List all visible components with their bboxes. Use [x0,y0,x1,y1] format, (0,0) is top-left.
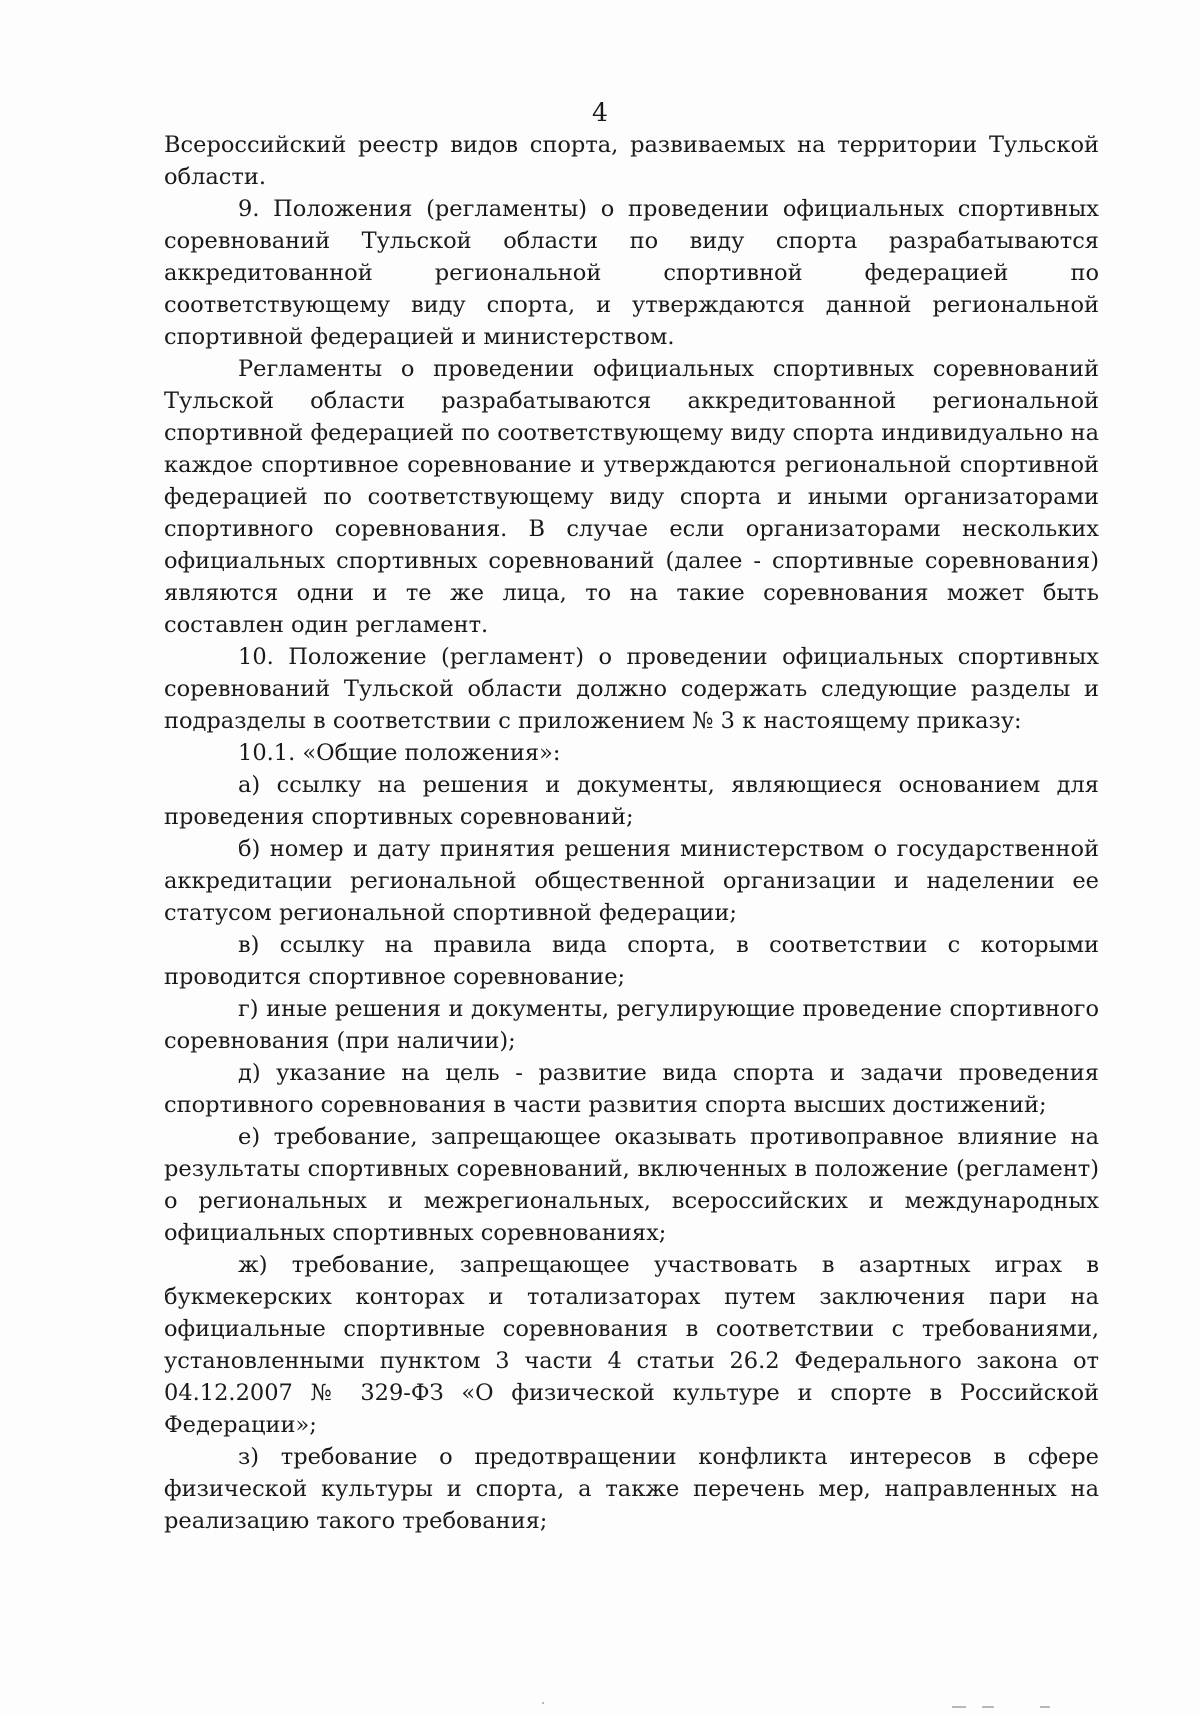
paragraph-item-10: 10. Положение (регламент) о проведении официальных спортивных соревнований Тульской области должно содержать следующие разделы и подразделы в соответствии с приложением № 3 к настоящему приказу: [164,644,1099,734]
paragraph-item-9: 9. Положения (регламенты) о проведении официальных спортивных соревнований Тульской области по виду спорта разрабатываются аккредитованной региональной спортивной федерацией по соответствующему виду спорта, и утверждаются данной региональной спортивной федерацией и министерством. [164,196,1099,350]
paragraph-continuation: Всероссийский реестр видов спорта, развиваемых на территории Тульской области. [164,132,1099,190]
paragraph-item-10-1: 10.1. «Общие положения»: [238,740,561,766]
scan-artifact [542,1702,544,1704]
scan-artifact [952,1706,966,1708]
paragraph-subitem-zh: ж) требование, запрещающее участвовать в азартных играх в букмекерских конторах и тотализаторах путем заключения пари на официальные спортивные соревнования в соответствии с требованиями, установленными пунктом 3 части 4 статьи 26.2 Федерального закона от 04.12.2007 № 329-ФЗ «О физической культуре и спорте в Российской Федерации»; [164,1252,1099,1438]
paragraph-subitem-z: з) требование о предотвращении конфликта интересов в сфере физической культуры и спорта, а также перечень мер, направленных на реализацию такого требования; [164,1444,1099,1534]
paragraph-subitem-e: е) требование, запрещающее оказывать противоправное влияние на результаты спортивных соревнований, включенных в положение (регламент) о региональных и межрегиональных, всероссийских и международных официальных спортивных соревнованиях; [164,1124,1099,1246]
paragraph-subitem-b: б) номер и дату принятия решения министерством о государственной аккредитации региональной общественной организации и наделении ее статусом региональной спортивной федерации; [164,836,1099,926]
scan-artifact [982,1706,994,1708]
paragraph-subitem-g: г) иные решения и документы, регулирующие проведение спортивного соревнования (при наличии); [164,996,1099,1054]
paragraph-regulations: Регламенты о проведении официальных спортивных соревнований Тульской области разрабатываются аккредитованной региональной спортивной федерацией по соответствующему виду спорта индивидуально на каждое спортивное соревнование и утверждаются региональной спортивной федерацией по соответствующему виду спорта и иными организаторами спортивного соревнования. В случае если организаторами нескольких официальных спортивных соревнований (далее - спортивные соревнования) являются одни и те же лица, то на такие соревнования может быть составлен один регламент. [164,356,1099,638]
scan-artifact [1040,1706,1050,1708]
document-body [164,129,1099,1537]
paragraph-subitem-a: а) ссылку на решения и документы, являющиеся основанием для проведения спортивных соревнований; [164,772,1099,830]
paragraph-subitem-d: д) указание на цель - развитие вида спорта и задачи проведения спортивного соревнования в части развития спорта высших достижений; [164,1060,1099,1118]
paragraph-subitem-v: в) ссылку на правила вида спорта, в соответствии с которыми проводится спортивное соревнование; [164,932,1099,990]
page-number: 4 [592,98,608,127]
